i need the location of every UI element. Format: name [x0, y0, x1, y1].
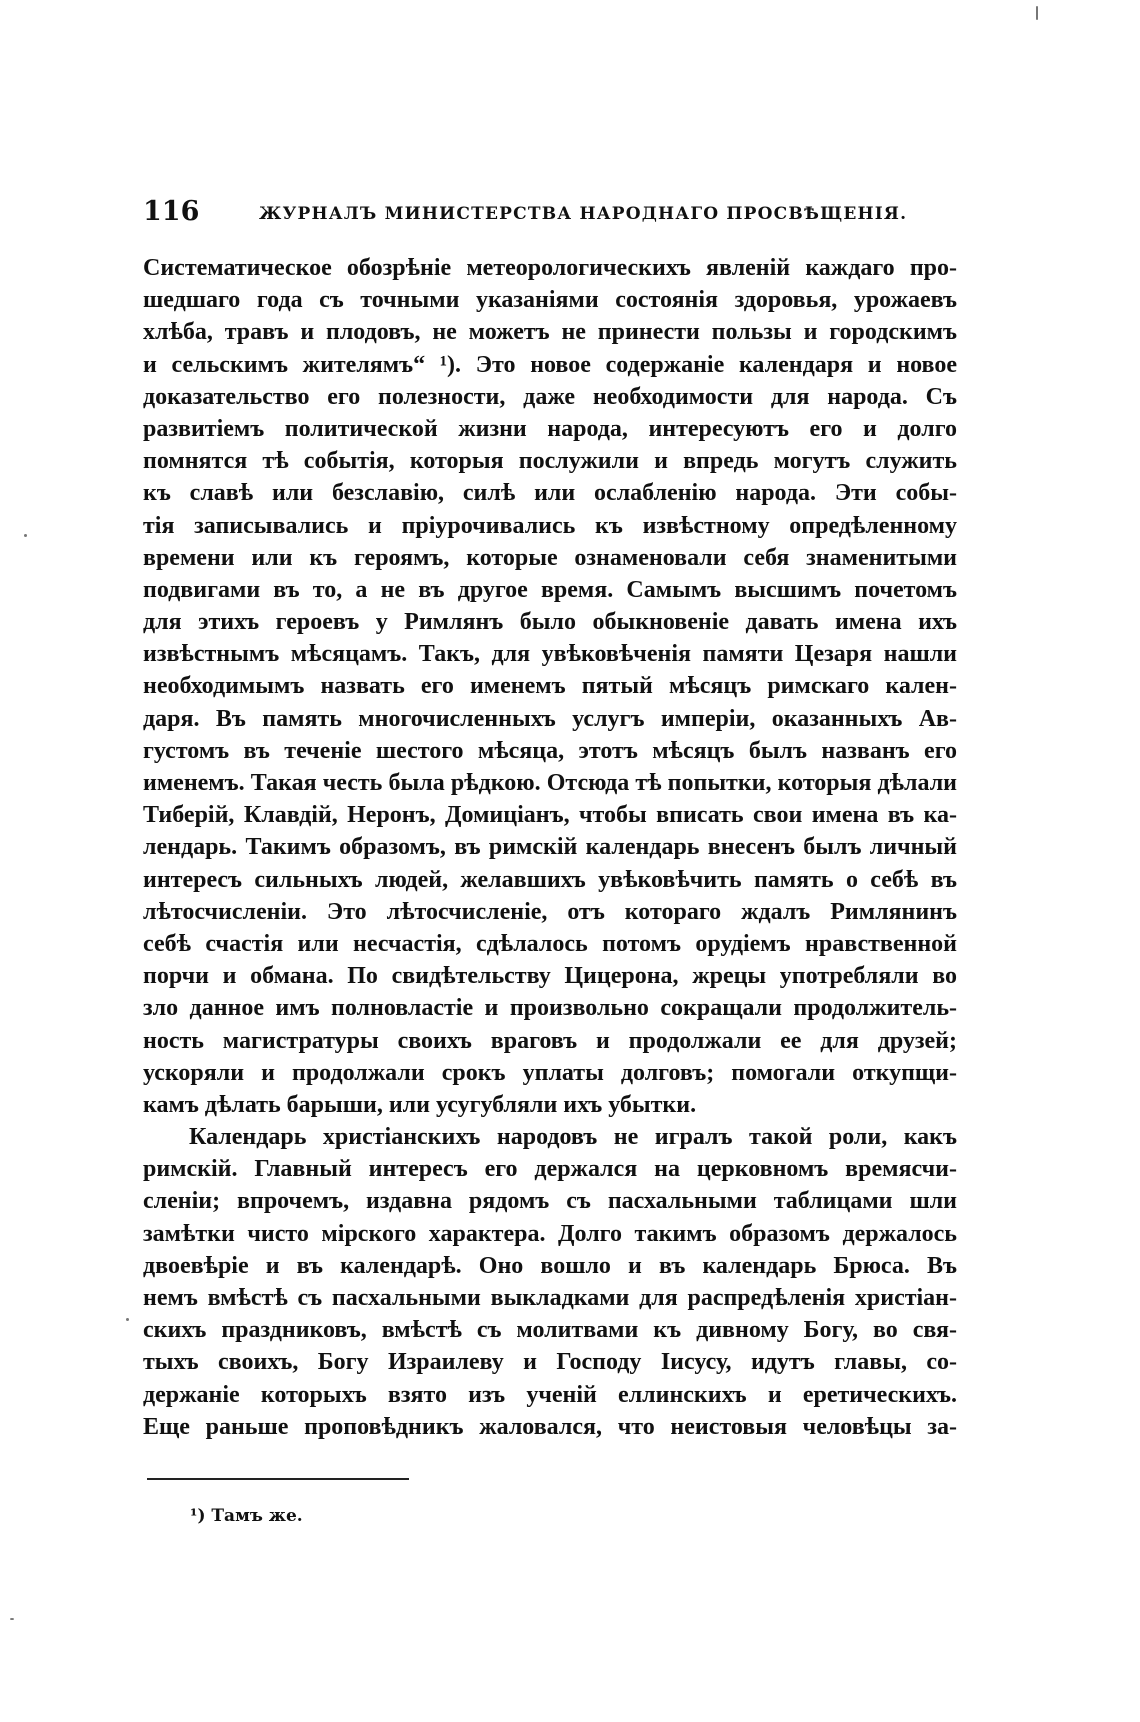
text-line: себѣ счастія или несчастія, сдѣлалось потомъ орудіемъ нравственной	[143, 930, 957, 957]
text-line: скихъ праздниковъ, вмѣстѣ съ молитвами къ дивному Богу, во свя-	[143, 1317, 957, 1344]
text-line: зло данное имъ полновластіе и произвольно сокращали продолжитель-	[143, 995, 957, 1022]
text-line: тія записывались и пріурочивались къ извѣстному опредѣленному	[143, 512, 957, 539]
text-line: доказательство его полезности, даже необходимости для народа. Съ	[143, 383, 957, 410]
text-line: тыхъ своихъ, Богу Израилеву и Господу Іисусу, идутъ главы, со-	[143, 1349, 957, 1376]
text-line: именемъ. Такая честь была рѣдкою. Отсюда тѣ попытки, которыя дѣлали	[143, 770, 957, 796]
running-title: ЖУРНАЛЪ МИНИСТЕРСТВА НАРОДНАГО ПРОСВѢЩЕНІЯ.	[259, 204, 908, 224]
text-line: густомъ въ теченіе шестого мѣсяца, этотъ мѣсяцъ былъ названъ его	[143, 737, 957, 764]
text-line: къ славѣ или безславію, силѣ или ослабленію народа. Эти собы-	[143, 480, 957, 507]
text-line: хлѣба, травъ и плодовъ, не можетъ не принести пользы и городскимъ	[143, 319, 957, 346]
text-line: даря. Въ память многочисленныхъ услугъ имперіи, оказанныхъ Ав-	[143, 705, 957, 732]
text-line: Систематическое обозрѣніе метеорологическихъ явленій каждаго про-	[143, 255, 957, 281]
text-line: немъ вмѣстѣ съ пасхальными выкладками для распредѣленія христіан-	[143, 1285, 957, 1311]
text-line: необходимымъ назвать его именемъ пятый мѣсяцъ римскаго кален-	[143, 673, 957, 700]
text-line: камъ дѣлать барыши, или усугубляли ихъ убытки.	[143, 1091, 697, 1118]
footnote: ¹) Тамъ же.	[190, 1506, 303, 1526]
text-line: лѣтосчисленіи. Это лѣтосчисленіе, отъ котораго ждалъ Римлянинъ	[143, 898, 957, 925]
text-line: и сельскимъ жителямъ“ ¹). Это новое содержаніе календаря и новое	[143, 351, 957, 378]
text-line: ускоряли и продолжали срокъ уплаты долговъ; помогали откупщи-	[143, 1059, 957, 1086]
text-line: двоевѣріе и въ календарѣ. Оно вошло и въ календарь Брюса. Въ	[143, 1252, 957, 1279]
scan-speck	[1036, 6, 1038, 20]
text-line: развитіемъ политической жизни народа, интересуютъ его и долго	[143, 415, 957, 442]
text-line: шедшаго года съ точными указаніями состоянія здоровья, урожаевъ	[143, 287, 957, 314]
scan-speck	[10, 1618, 14, 1620]
text-line: Календарь христіанскихъ народовъ не игралъ такой роли, какъ	[189, 1124, 957, 1151]
text-line: римскій. Главный интересъ его держался на церковномъ времясчи-	[143, 1156, 957, 1183]
text-line: замѣтки чисто мірского характера. Долго такимъ образомъ держалось	[143, 1220, 957, 1247]
text-line: помнятся тѣ событія, которыя послужили и впредь могутъ служить	[143, 448, 957, 475]
text-line: интересъ сильныхъ людей, желавшихъ увѣковѣчить память о себѣ въ	[143, 866, 957, 893]
text-line: подвигами въ то, а не въ другое время. Самымъ высшимъ почетомъ	[143, 576, 957, 603]
scan-speck	[24, 534, 27, 537]
page-header	[143, 196, 953, 236]
text-line: для этихъ героевъ у Римлянъ было обыкновеніе давать имена ихъ	[143, 609, 957, 636]
body-text	[143, 252, 957, 1443]
text-line: порчи и обмана. По свидѣтельству Цицерона, жрецы употребляли во	[143, 963, 957, 990]
text-line: Тиберій, Клавдій, Неронъ, Домиціанъ, чтобы вписать свои имена въ ка-	[143, 802, 957, 829]
text-line: ность магистратуры своихъ враговъ и продолжали ее для друзей;	[143, 1027, 957, 1054]
text-line: лендарь. Такимъ образомъ, въ римскій календарь внесенъ былъ личный	[143, 834, 957, 861]
text-line: извѣстнымъ мѣсяцамъ. Такъ, для увѣковѣченія памяти Цезаря нашли	[143, 641, 957, 668]
text-line: времени или къ героямъ, которые ознаменовали себя знаменитыми	[143, 544, 957, 571]
footnote-divider	[147, 1478, 409, 1480]
scan-speck	[126, 1318, 129, 1321]
text-line: сленіи; впрочемъ, издавна рядомъ съ пасхальными таблицами шли	[143, 1188, 957, 1215]
page-number: 116	[143, 196, 200, 227]
text-line: Еще раньше проповѣдникъ жаловался, что неистовыя человѣцы за-	[143, 1413, 957, 1440]
text-line: держаніе которыхъ взято изъ ученій еллинскихъ и еретическихъ.	[143, 1381, 957, 1408]
